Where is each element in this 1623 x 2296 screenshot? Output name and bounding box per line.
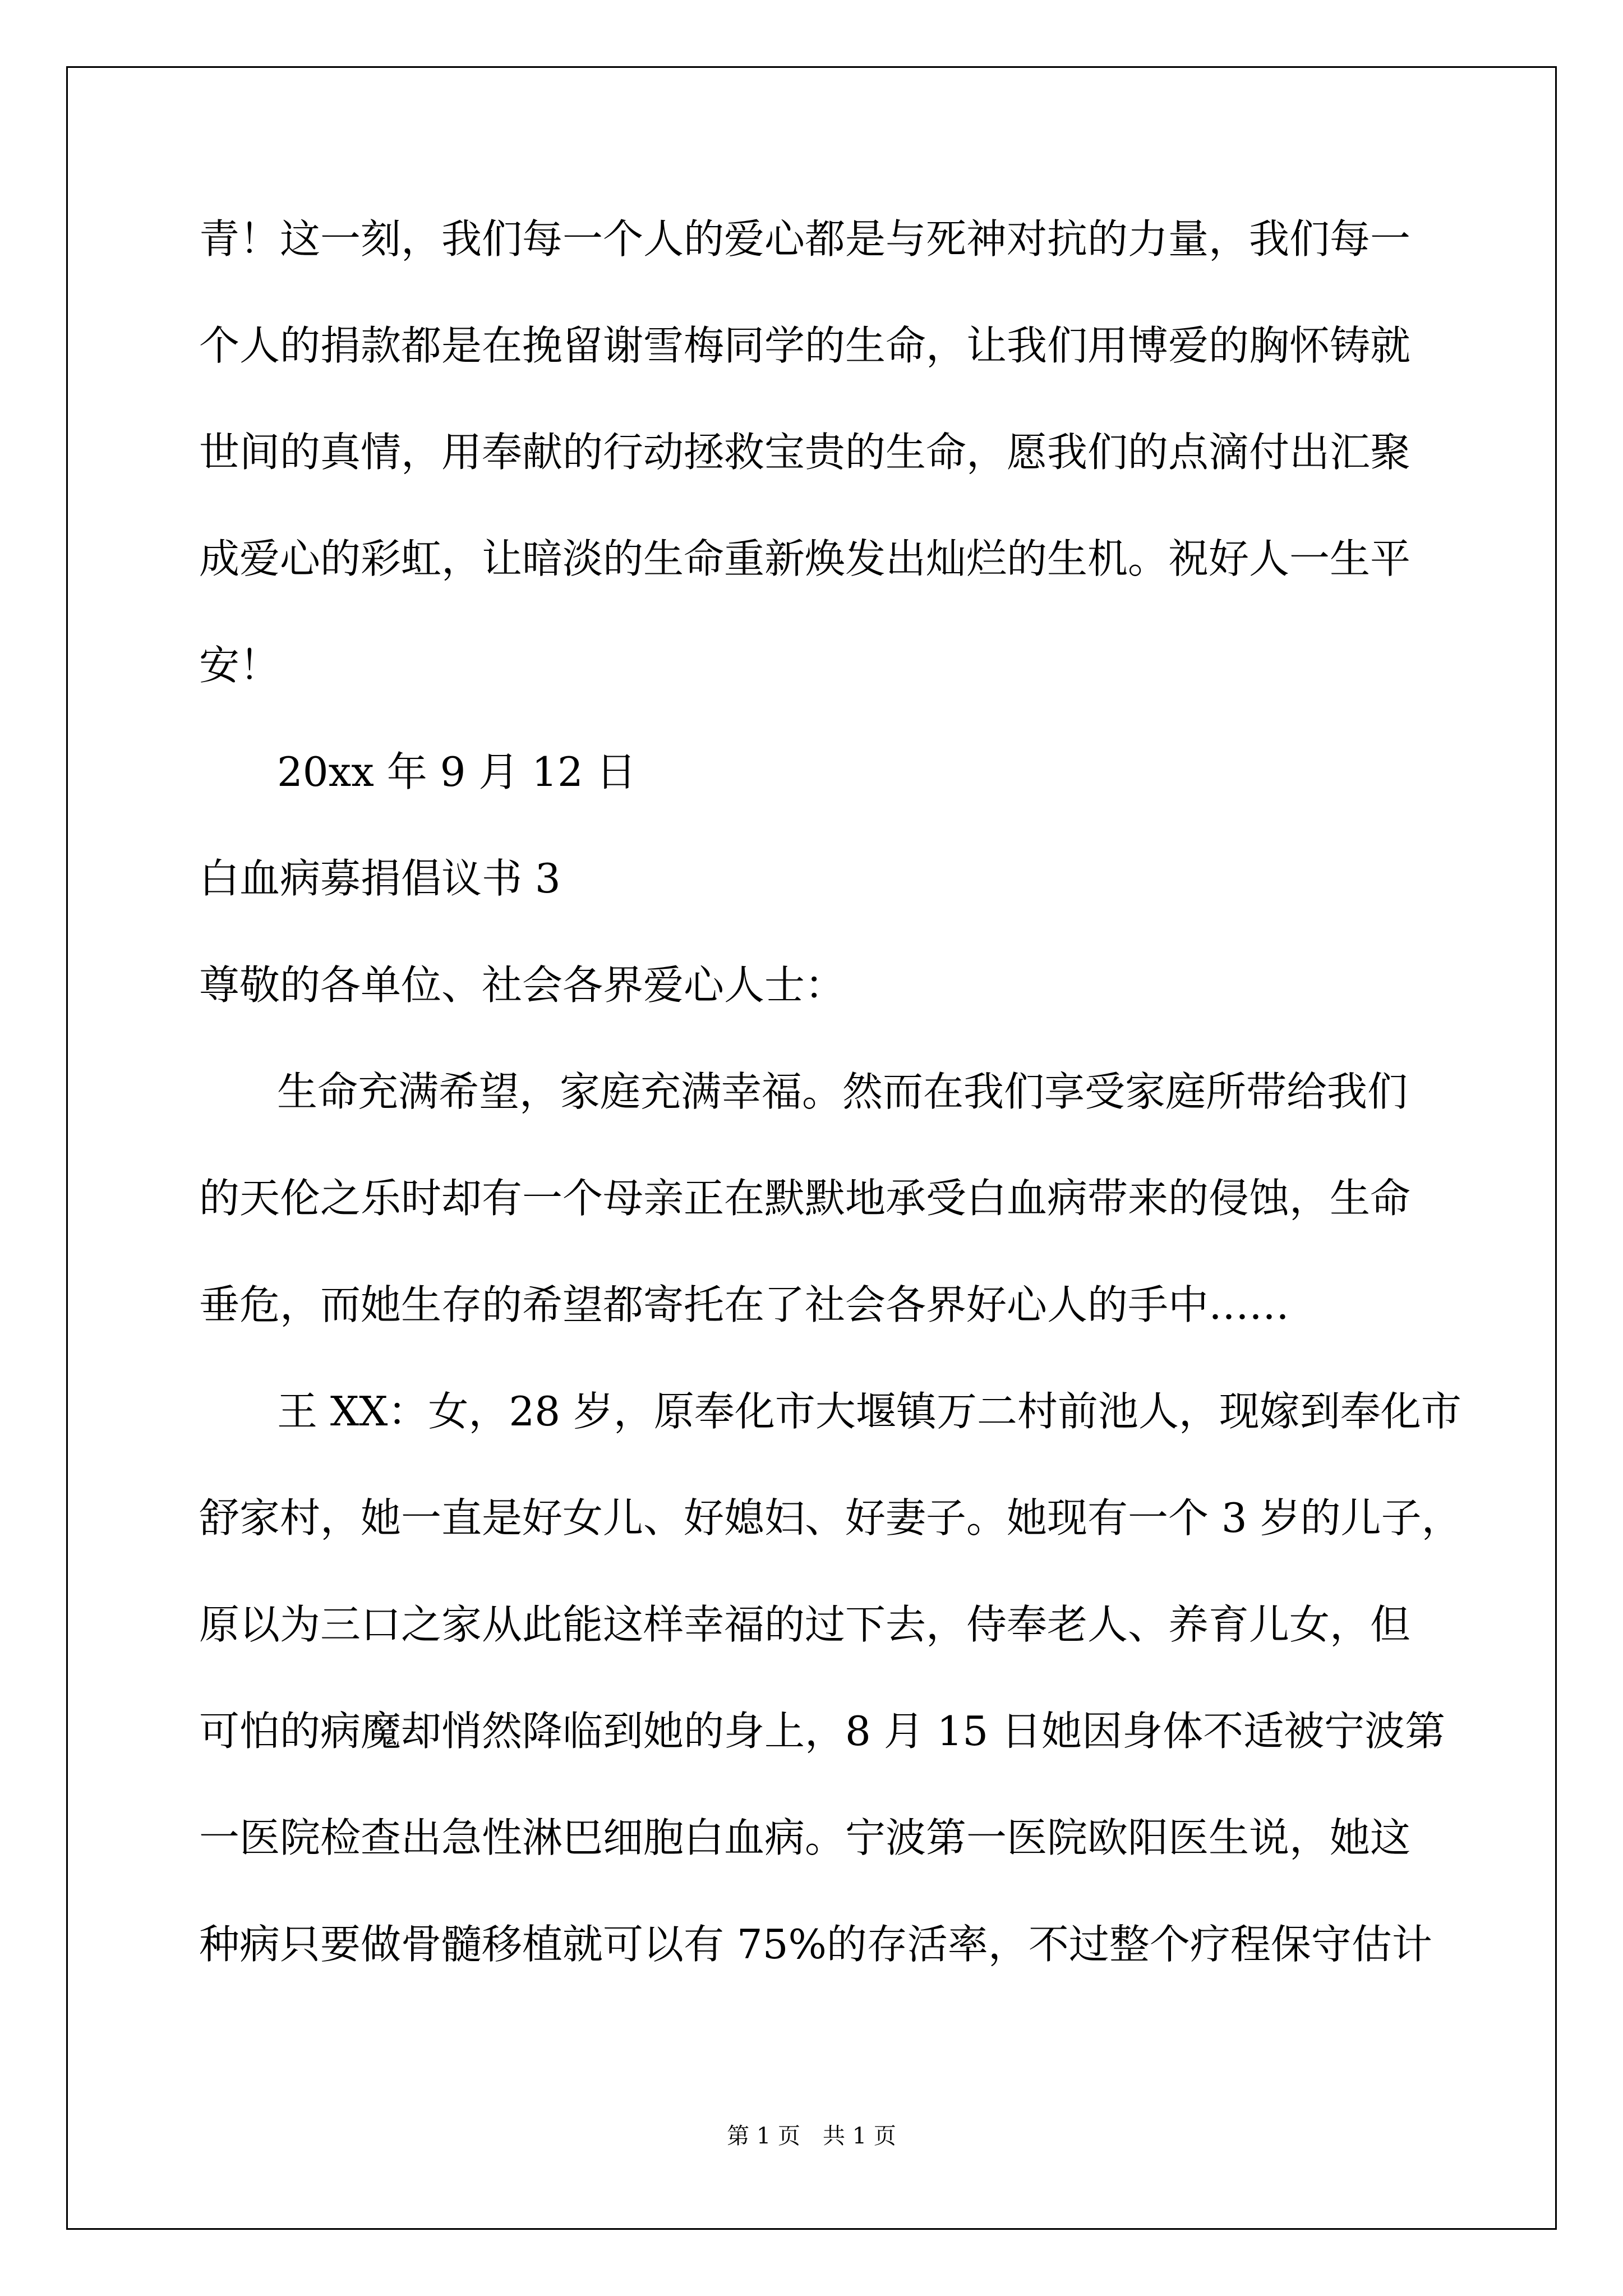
body-text-line: 垂危，而她生存的希望都寄托在了社会各界好心人的手中……	[199, 1281, 1290, 1328]
body-text-line: 生命充满希望，家庭充满幸福。然而在我们享受家庭所带给我们	[277, 1068, 1408, 1115]
date-line: 20xx 年 9 月 12 日	[277, 748, 637, 795]
body-text-line: 种病只要做骨髓移植就可以有 75%的存活率，不过整个疗程保守估计	[199, 1921, 1432, 1968]
body-text-line: 安！	[199, 642, 280, 689]
body-text-line: 王 XX：女，28 岁，原奉化市大堰镇万二村前池人，现嫁到奉化市	[277, 1388, 1461, 1435]
body-text-line: 舒家村，她一直是好女儿、好媳妇、好妻子。她现有一个 3 岁的儿子，	[199, 1494, 1462, 1542]
body-text-line: 原以为三口之家从此能这样幸福的过下去，侍奉老人、养育儿女，但	[199, 1601, 1411, 1648]
page-border	[66, 66, 1557, 2230]
body-text-line: 成爱心的彩虹，让暗淡的生命重新焕发出灿烂的生机。祝好人一生平	[199, 535, 1411, 582]
body-text-line: 个人的捐款都是在挽留谢雪梅同学的生命，让我们用博爱的胸怀铸就	[199, 322, 1411, 369]
body-text-line: 青！这一刻，我们每一个人的爱心都是与死神对抗的力量，我们每一	[199, 215, 1411, 263]
body-text-line: 可怕的病魔却悄然降临到她的身上，8 月 15 日她因身体不适被宁波第	[199, 1708, 1446, 1755]
body-text-line: 一医院检查出急性淋巴细胞白血病。宁波第一医院欧阳医生说，她这	[199, 1814, 1411, 1861]
salutation: 尊敬的各单位、社会各界爱心人士：	[199, 961, 846, 1009]
section-heading: 白血病募捐倡议书 3	[199, 855, 561, 902]
body-text-line: 的天伦之乐时却有一个母亲正在默默地承受白血病带来的侵蚀，生命	[199, 1175, 1411, 1222]
page-footer: 第 1 页 共 1 页	[727, 2123, 896, 2149]
body-text-line: 世间的真情，用奉献的行动拯救宝贵的生命，愿我们的点滴付出汇聚	[199, 429, 1411, 476]
